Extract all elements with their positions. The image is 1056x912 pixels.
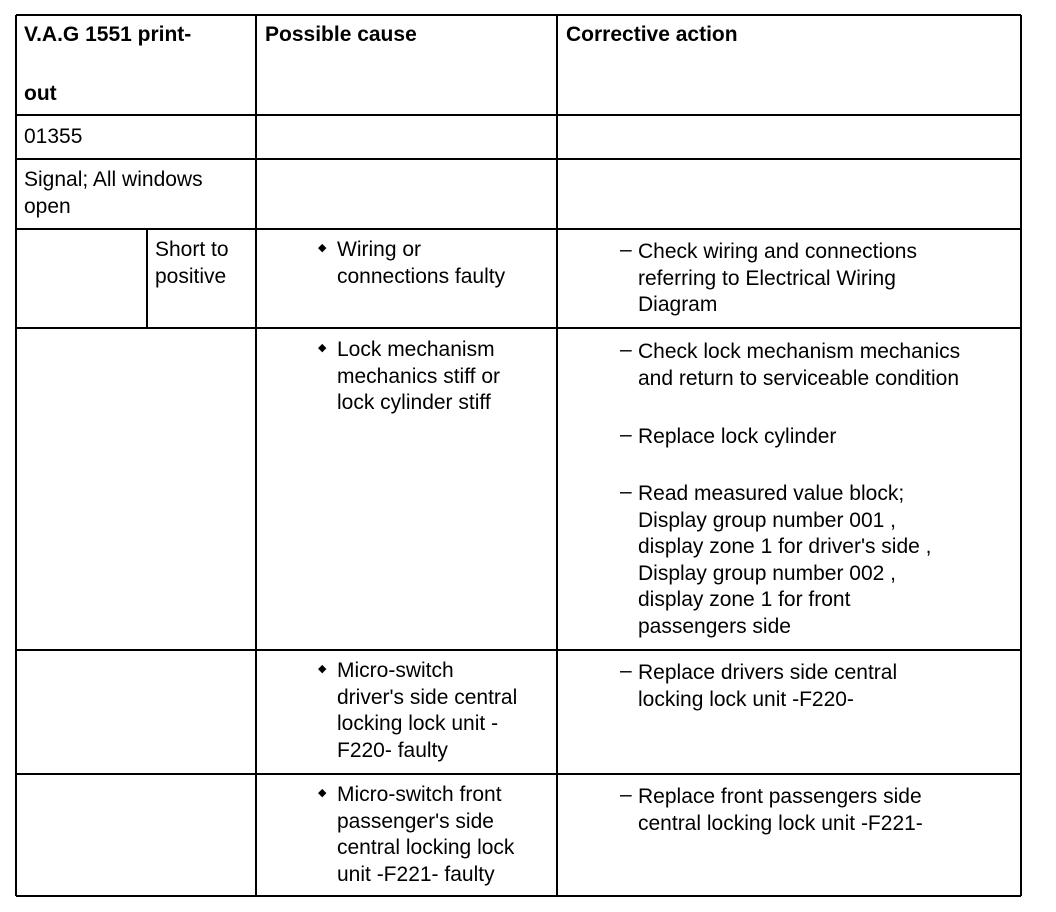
cause-line: mechanics stiff or [337, 364, 501, 388]
header-possible-cause: Possible cause [265, 23, 417, 46]
dash-icon: – [620, 338, 632, 361]
cause-line: unit -F221- faulty [337, 862, 495, 886]
cause-line: Wiring or [337, 238, 422, 261]
dash-icon: – [620, 659, 632, 682]
action-line: Diagram [638, 293, 718, 316]
fault-text-line: Signal; All windows [24, 168, 203, 191]
cause-line: locking lock unit - [337, 712, 499, 735]
action-replace-f221 [638, 784, 923, 837]
action-line: and return to serviceable condition [638, 366, 960, 390]
fault-type [155, 237, 229, 290]
action-line: Check lock mechanism mechanics [638, 340, 961, 363]
cause-line: F220- faulty [337, 738, 448, 762]
dash-icon: – [620, 480, 632, 503]
action-line: referring to Electrical Wiring [638, 266, 896, 290]
cause-line: central locking lock [337, 836, 515, 859]
dash-icon: – [620, 783, 632, 806]
action-line: display zone 1 for driver's side , [638, 535, 932, 558]
cause-microswitch-driver [337, 658, 517, 764]
action-replace-cylinder [638, 424, 836, 451]
action-line: locking lock unit -F220- [638, 687, 854, 711]
bullet-icon: ◆ [318, 787, 327, 799]
cause-line: driver's side central [337, 685, 518, 709]
cause-line: Micro-switch front [337, 783, 502, 806]
action-line: central locking lock unit -F221- [638, 811, 923, 835]
action-line: Replace drivers side central [638, 661, 898, 684]
action-line: Replace front passengers side [638, 785, 922, 808]
action-read-value-block [638, 481, 931, 640]
action-line: Read measured value block; [638, 482, 905, 505]
bullet-icon: ◆ [318, 342, 327, 354]
fault-type-line: positive [155, 264, 227, 288]
fault-code: 01355 [24, 125, 83, 148]
cause-microswitch-passenger [337, 782, 514, 888]
cause-lock-mechanism [337, 337, 500, 417]
action-replace-f220 [638, 660, 897, 713]
fault-text-line: open [24, 194, 71, 218]
header-printout-line1: V.A.G 1551 print- [24, 23, 192, 46]
cause-line: passenger's side [337, 809, 494, 833]
cause-wiring [337, 237, 505, 290]
header-printout-line2: out [24, 82, 57, 105]
header-printout [24, 22, 249, 114]
cause-line: Micro-switch [337, 659, 454, 682]
bullet-icon: ◆ [318, 663, 327, 675]
action-line: display zone 1 for front [638, 588, 851, 611]
cause-line: lock cylinder stiff [337, 391, 491, 414]
action-check-wiring [638, 239, 917, 319]
action-line: Check wiring and connections [638, 240, 917, 263]
fault-type-line: Short to [155, 238, 229, 261]
dash-icon: – [620, 238, 632, 261]
dash-icon: – [620, 423, 632, 446]
bullet-icon: ◆ [318, 242, 327, 254]
action-line: Replace lock cylinder [638, 425, 837, 448]
cause-line: connections faulty [337, 264, 506, 288]
action-line: Display group number 002 , [638, 561, 896, 585]
action-line: passengers side [638, 614, 791, 638]
action-check-lock [638, 339, 960, 392]
header-corrective-action: Corrective action [566, 23, 738, 46]
action-line: Display group number 001 , [638, 508, 896, 532]
fault-text [24, 167, 203, 220]
cause-line: Lock mechanism [337, 338, 495, 361]
